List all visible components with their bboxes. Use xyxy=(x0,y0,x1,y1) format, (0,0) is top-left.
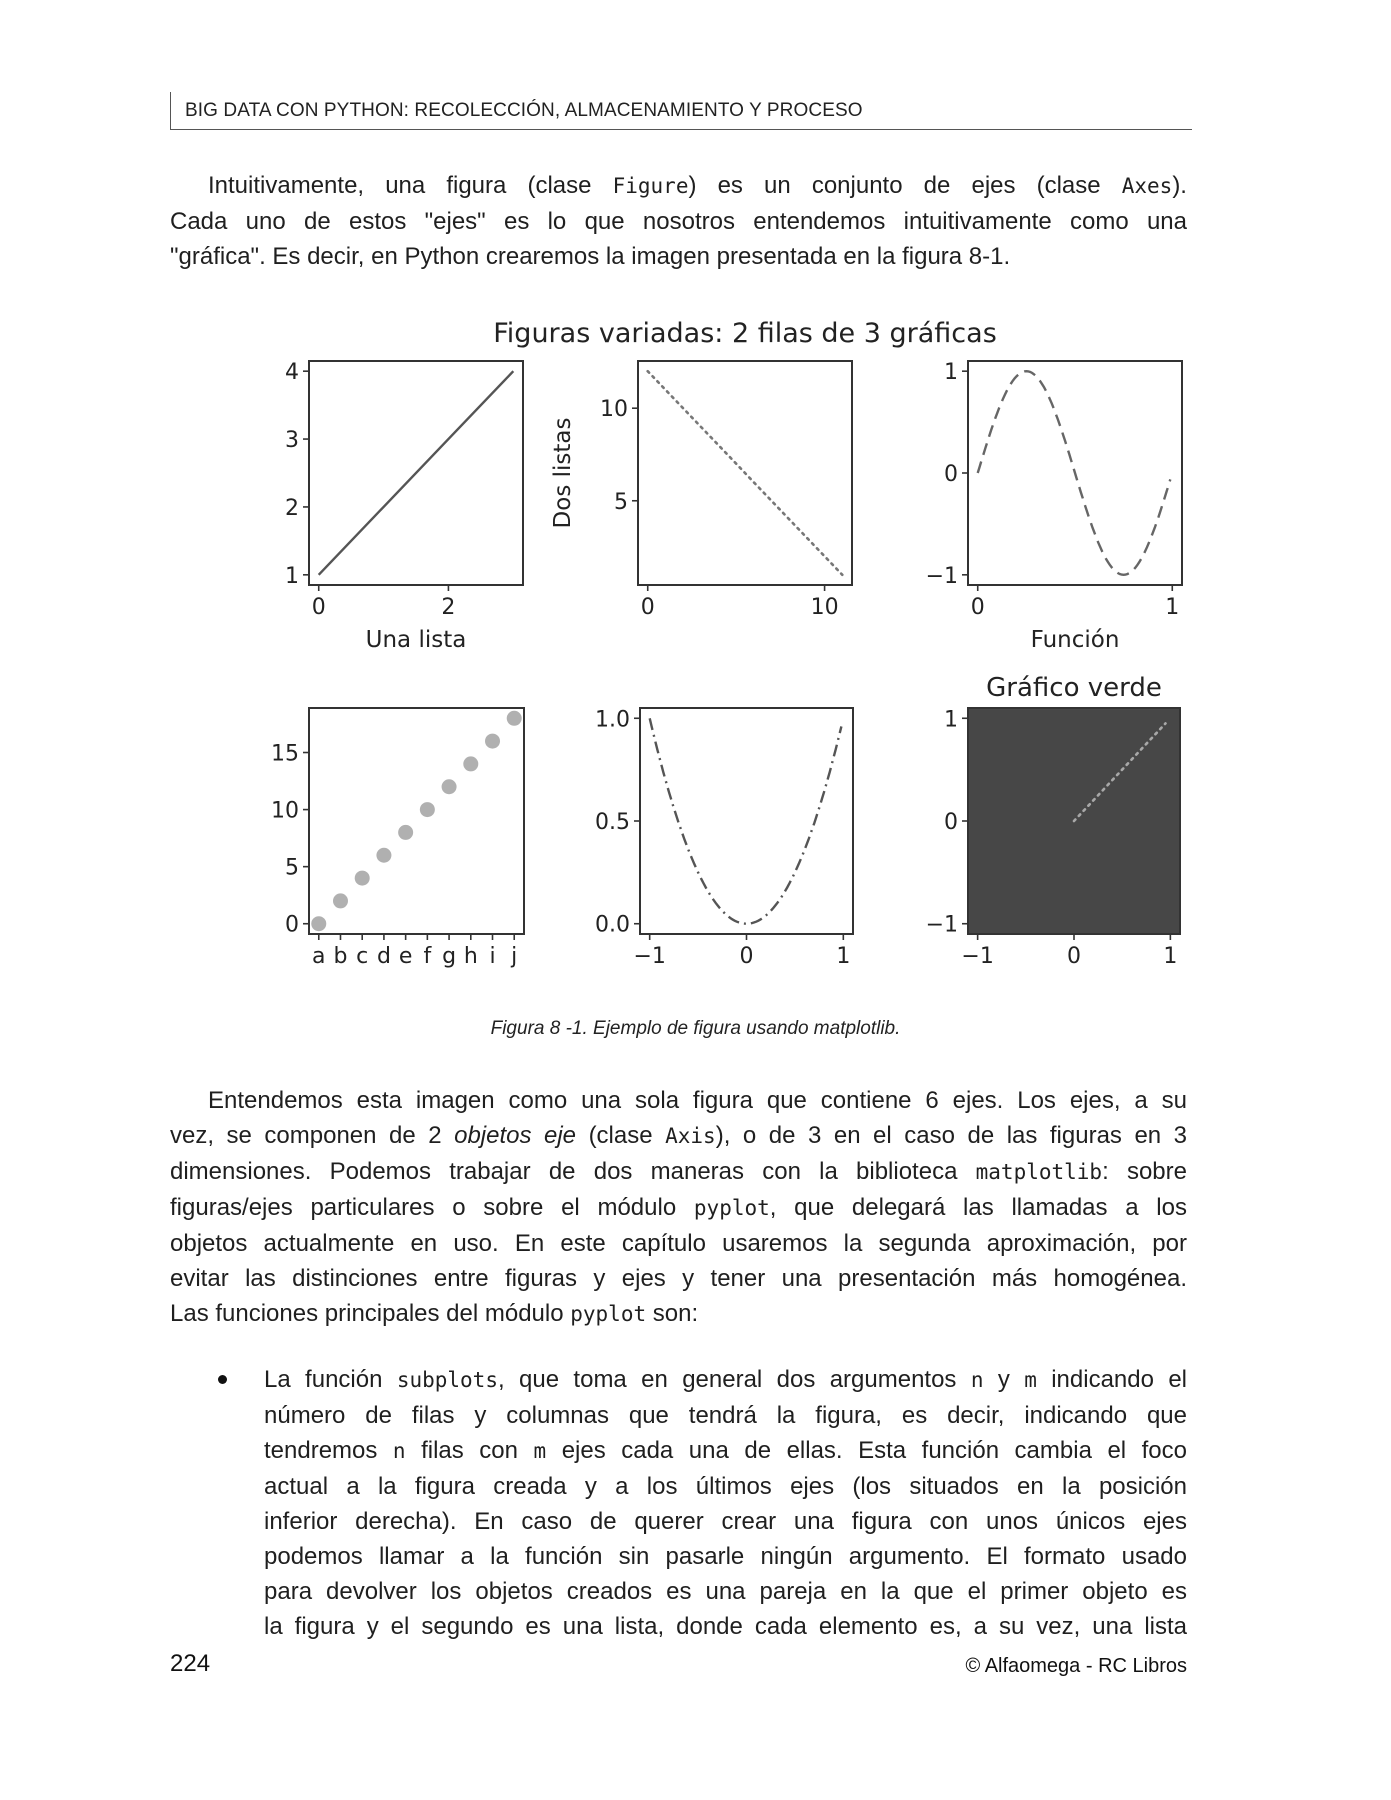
text-run: son: xyxy=(646,1300,699,1327)
emphasis: objetos eje xyxy=(454,1122,577,1149)
running-head xyxy=(170,92,1192,130)
y-tick-label: 0.0 xyxy=(595,912,630,938)
text-line xyxy=(170,1190,1187,1226)
text-run: ) es un conjunto de ejes (clase xyxy=(688,172,1122,199)
text-line xyxy=(264,1504,1187,1539)
inline-code: m xyxy=(533,1439,547,1463)
axes-background xyxy=(968,708,1180,934)
scatter-point-d xyxy=(376,848,391,863)
x-tick-label: j xyxy=(511,944,518,969)
text-run: , que delegará las llamadas a los xyxy=(769,1194,1187,1221)
page-number: 224 xyxy=(170,1650,211,1677)
inline-code: pyplot xyxy=(693,1196,770,1220)
plot-area xyxy=(978,371,1171,575)
text-line xyxy=(170,1118,1187,1154)
x-tick-label: 0 xyxy=(739,944,754,969)
inline-code: Axes xyxy=(1121,174,1173,198)
subplot-row1-col2 xyxy=(550,361,852,620)
axes-frame xyxy=(640,708,853,934)
figure-suptitle: Figuras variadas: 2 filas de 3 gráficas xyxy=(493,318,997,349)
text-run: número de filas y columnas que tendrá la figura, es decir, indicando que xyxy=(264,1402,1187,1429)
y-tick-label: 10 xyxy=(271,798,299,824)
series-line xyxy=(650,718,842,923)
figure-caption: Figura 8 -1. Ejemplo de figura usando matplotlib. xyxy=(490,1018,901,1039)
y-tick-label: 1 xyxy=(285,563,299,589)
y-tick-label: 0 xyxy=(944,462,958,487)
x-tick-label: −1 xyxy=(961,944,994,969)
axes-frame xyxy=(309,361,523,585)
y-tick-label: 5 xyxy=(614,489,628,515)
plot-area xyxy=(648,371,843,575)
scatter-point-a xyxy=(311,916,326,931)
plot-area xyxy=(1074,723,1166,821)
text-run: dimensiones. Podemos trabajar de dos maneras con la biblioteca xyxy=(170,1158,976,1185)
x-tick-label: c xyxy=(356,944,369,969)
body-paragraph xyxy=(170,1083,1187,1332)
inline-code: n xyxy=(392,1439,406,1463)
scatter-point-e xyxy=(398,825,413,840)
text-line xyxy=(170,1083,1187,1118)
text-run: objetos actualmente en uso. En este capítulo usaremos la segunda aproximación, por xyxy=(170,1230,1187,1257)
x-tick-label: 0 xyxy=(311,595,326,620)
x-tick-label: i xyxy=(489,944,496,969)
text-run: evitar las distinciones entre figuras y ejes y tener una presentación más homogénea. xyxy=(170,1265,1187,1292)
text-run: ejes cada una de ellas. Esta función cambia el foco xyxy=(546,1437,1188,1464)
y-tick-label: 1.0 xyxy=(595,707,630,733)
y-tick-label: 1 xyxy=(944,707,958,733)
x-tick-label: 0 xyxy=(1067,944,1081,969)
text-line xyxy=(264,1469,1187,1504)
series-line xyxy=(1074,723,1166,821)
axes-background xyxy=(638,361,852,585)
series-line xyxy=(648,371,843,575)
x-tick-label: a xyxy=(312,944,326,969)
axes-frame xyxy=(638,361,852,585)
series-line xyxy=(319,371,514,575)
text-run: para devolver los objetos creados es una pareja en la que el primer objeto es xyxy=(264,1578,1187,1605)
text-run: ). xyxy=(1172,172,1187,199)
y-tick-label: 1 xyxy=(944,360,958,386)
text-line xyxy=(170,168,1187,204)
axes-frame xyxy=(968,708,1180,934)
inline-code: m xyxy=(1024,1368,1037,1392)
x-axis-label: Función xyxy=(1030,627,1120,653)
y-tick-label: 4 xyxy=(285,360,299,386)
text-run: actual a la figura creada y a los últimos ejes (los situados en la posición xyxy=(264,1473,1187,1500)
scatter-point-j xyxy=(507,711,522,726)
intro-paragraph xyxy=(170,168,1187,274)
scatter-point-f xyxy=(420,802,435,817)
text-line xyxy=(170,239,1187,274)
y-tick-label: −1 xyxy=(925,912,958,938)
x-tick-label: b xyxy=(333,944,348,969)
y-tick-label: 0 xyxy=(944,810,958,835)
plot-area xyxy=(319,371,514,575)
text-run: Cada uno de estos "ejes" es lo que nosotros entendemos intuitivamente como una xyxy=(170,208,1187,235)
inline-code: subplots xyxy=(396,1368,498,1392)
text-line xyxy=(170,1296,1187,1332)
text-run: y xyxy=(983,1366,1025,1393)
text-run: , que toma en general dos argumentos xyxy=(497,1366,971,1393)
text-line xyxy=(264,1539,1187,1574)
publisher-credit: © Alfaomega - RC Libros xyxy=(965,1655,1187,1677)
text-run: "gráfica". Es decir, en Python crearemos la imagen presentada en la figura 8-1. xyxy=(170,243,1011,270)
text-run: (clase xyxy=(576,1122,666,1149)
y-tick-label: 0 xyxy=(285,912,299,938)
axes-background xyxy=(968,361,1182,585)
subplot-row2-col3 xyxy=(926,673,1180,969)
x-tick-label: −1 xyxy=(633,944,666,969)
text-run: figuras/ejes particulares o sobre el módulo xyxy=(170,1194,694,1221)
x-tick-label: 0 xyxy=(970,595,985,620)
bullet-icon xyxy=(218,1375,227,1384)
inline-code: pyplot xyxy=(570,1302,647,1326)
axes-background xyxy=(640,708,853,934)
y-tick-label: 0.5 xyxy=(595,810,630,835)
axes-background xyxy=(309,708,524,934)
scatter-point-i xyxy=(485,734,500,749)
text-run: Entendemos esta imagen como una sola figura que contiene 6 ejes. Los ejes, a su xyxy=(208,1087,1187,1114)
text-line xyxy=(264,1574,1187,1609)
x-tick-label: 1 xyxy=(1163,944,1178,969)
x-tick-label: d xyxy=(376,944,391,969)
inline-code: Figure xyxy=(612,174,689,198)
inline-code: n xyxy=(970,1368,984,1392)
text-run: tendremos xyxy=(264,1437,393,1464)
x-tick-label: f xyxy=(423,944,432,969)
text-line xyxy=(264,1398,1187,1433)
text-run: filas con xyxy=(405,1437,534,1464)
text-line xyxy=(170,1261,1187,1296)
plot-area xyxy=(650,718,842,923)
text-run: Intuitivamente, una figura (clase xyxy=(208,172,613,199)
text-run: : sobre xyxy=(1102,1158,1187,1185)
y-tick-label: 5 xyxy=(285,855,299,881)
text-run: podemos llamar a la función sin pasarle ningún argumento. El formato usado xyxy=(264,1543,1187,1570)
subplot-row2-col1 xyxy=(271,708,524,969)
text-run: vez, se componen de 2 xyxy=(170,1122,455,1149)
text-line xyxy=(264,1609,1187,1644)
y-tick-label: 10 xyxy=(600,397,628,423)
running-head-title: BIG DATA CON PYTHON: RECOLECCIÓN, ALMACENAMIENTO Y PROCESO xyxy=(185,100,863,121)
y-tick-label: 15 xyxy=(271,741,299,767)
subplot-title: Gráfico verde xyxy=(986,673,1162,703)
bullet-item-subplots xyxy=(264,1362,1187,1644)
text-run: indicando el xyxy=(1036,1366,1188,1393)
x-tick-label: e xyxy=(398,944,413,969)
y-tick-label: −1 xyxy=(925,563,958,589)
inline-code: Axis xyxy=(665,1124,716,1148)
scatter-point-g xyxy=(442,779,457,794)
plot-area xyxy=(311,711,521,931)
text-run: Las funciones principales del módulo xyxy=(170,1300,571,1327)
scatter-point-h xyxy=(463,756,478,771)
text-line xyxy=(170,204,1187,239)
x-tick-label: 1 xyxy=(836,944,851,969)
subplot-row2-col2 xyxy=(595,707,853,969)
x-tick-label: 1 xyxy=(1165,595,1180,620)
text-run: inferior derecha). En caso de querer crear una figura con unos únicos ejes xyxy=(264,1508,1187,1535)
y-tick-label: 3 xyxy=(285,428,299,454)
text-run: La función xyxy=(264,1366,397,1393)
axes-frame xyxy=(309,708,524,934)
x-axis-label: Una lista xyxy=(365,627,467,653)
text-line xyxy=(170,1226,1187,1261)
axes-background xyxy=(309,361,523,585)
x-tick-label: 2 xyxy=(441,595,456,620)
x-tick-label: h xyxy=(463,944,478,969)
text-line xyxy=(264,1433,1187,1469)
text-line xyxy=(264,1362,1187,1398)
x-tick-label: g xyxy=(442,944,457,969)
series-line xyxy=(978,371,1171,575)
y-axis-label: Dos listas xyxy=(550,417,576,529)
subplot-row1-col3 xyxy=(926,360,1182,653)
subplot-row1-col1 xyxy=(285,360,523,653)
x-tick-label: 0 xyxy=(640,595,655,620)
text-run: la figura y el segundo es una lista, donde cada elemento es, a su vez, una lista xyxy=(264,1613,1187,1640)
inline-code: matplotlib xyxy=(975,1160,1103,1184)
scatter-point-c xyxy=(355,871,370,886)
y-tick-label: 2 xyxy=(285,495,299,521)
axes-frame xyxy=(968,361,1182,585)
x-tick-label: 10 xyxy=(810,595,839,620)
scatter-point-b xyxy=(333,893,348,908)
text-run: ), o de 3 en el caso de las figuras en 3 xyxy=(715,1122,1188,1149)
text-line xyxy=(170,1154,1187,1190)
